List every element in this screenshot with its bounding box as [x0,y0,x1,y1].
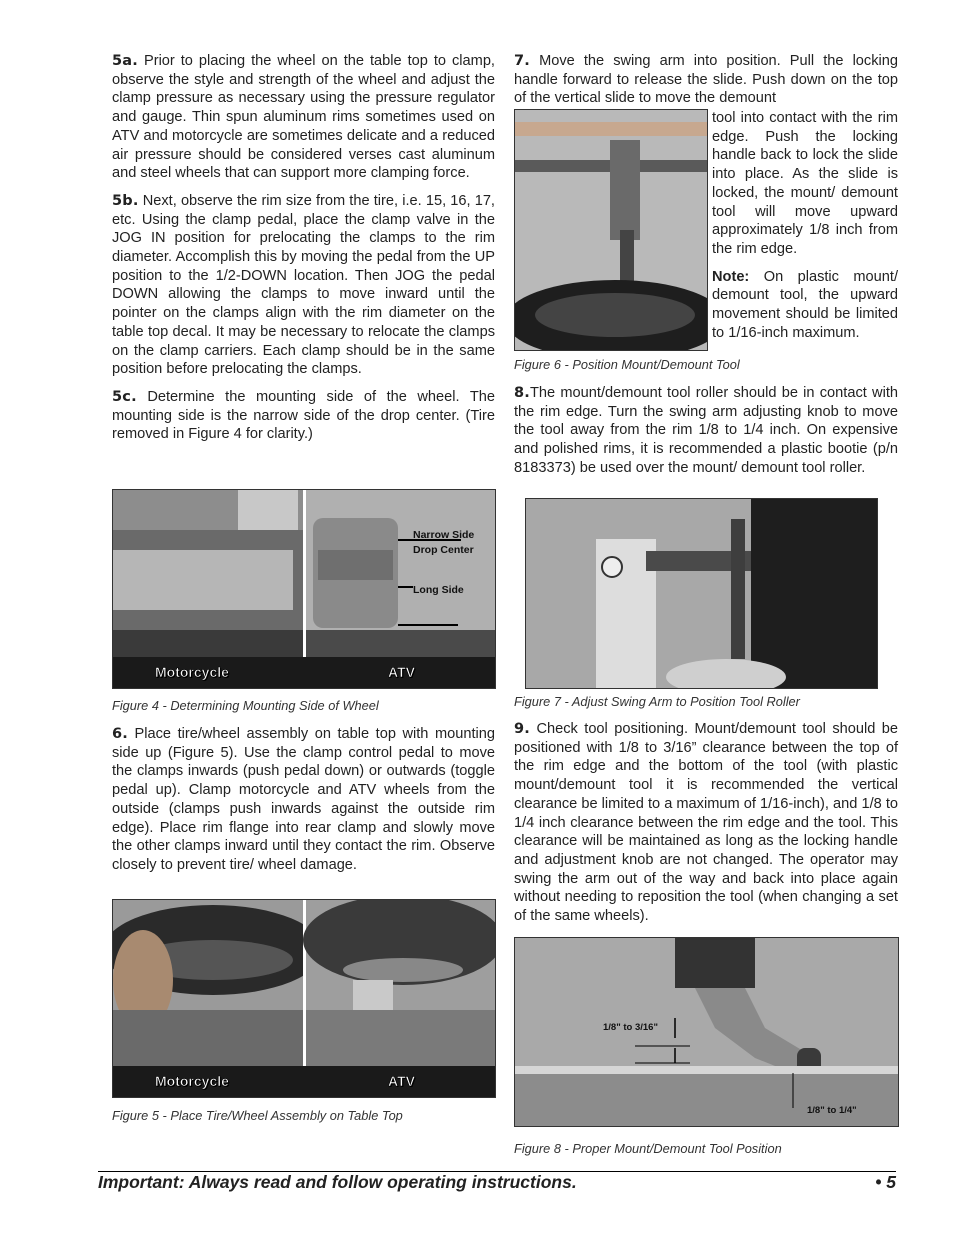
long-side-label: Long Side [413,584,464,596]
atv-label: ATV [388,664,415,680]
figure-8-illustration [515,938,898,1126]
step-number: 5c. [112,388,137,405]
figure-6-caption: Figure 6 - Position Mount/Demount Tool [514,357,740,372]
horizontal-clearance-label: 1/8" to 1/4" [807,1105,857,1116]
step-number: 7. [514,53,530,69]
paragraph-text: Next, observe the rim size from the tire, i.e. 15, 16, 17, etc. Using the clamp pedal, place the clamp valve in the JOG IN position for prelocating the clamps to the rim diameter. Accomplish this by moving the pedal from the UP position to the 1/2-DOWN location. Then JOG the pedal DOWN allowing the clamps to move inward until the pointer on the clamps align with the rim diameter on the table top decal. It may be necessary to relocate the clamps on the clamp carriers. Each clamp should be in the same position before prelocating the clamps. [112,192,495,378]
figure-8-photo [514,937,899,1127]
figure-5-photo [112,899,496,1098]
note-label: Note: [712,268,750,285]
left-column [112,52,495,453]
paragraph-9-block [514,720,898,935]
figure-label-bar [113,1066,495,1097]
figure-label-bar [113,657,495,688]
paragraph-9 [514,720,898,926]
paragraph-8 [514,384,898,478]
figure-7-caption: Figure 7 - Adjust Swing Arm to Position Tool Roller [514,694,800,709]
note-block [712,268,898,343]
motorcycle-label: Motorcycle [155,664,229,680]
paragraph-6-block [112,725,495,884]
figure-6-illustration [515,110,707,350]
footer-text: Important: Always read and follow operating instructions. [98,1172,577,1192]
vertical-clearance-label: 1/8" to 3/16" [603,1022,658,1033]
step-number: 8. [514,385,530,401]
atv-label: ATV [388,1073,415,1089]
step-number: 5b. [112,192,139,209]
paragraph-7-text: tool into contact with the rim edge. Push the locking handle back to lock the slide into place. As the slide is locked, the mount/ demount tool will move upward approximately 1/8 inch from the rim edge. [712,110,898,257]
step-number: 9. [514,721,530,737]
page-number: • 5 [875,1172,896,1192]
figure-8-caption: Figure 8 - Proper Mount/Demount Tool Position [514,1141,782,1156]
paragraph-text: Place tire/wheel assembly on table top with mounting side up (Figure 5). Use the clamp control pedal to move the clamps inwards (push pedal down) or outwards (toggle pedal up). Clamp motorcycle and ATV wheels from the outside (clamps push inwards against the outside rim edge). Place rim flange into rear clamp and slowly move the other clamps inward until they contact the rim. Observe closely to prevent tire/ wheel damage. [112,726,495,873]
narrow-side-label: Narrow Side [413,529,475,541]
paragraph-6 [112,725,495,875]
paragraph-7-block [514,52,898,108]
figure-6-photo [514,109,708,351]
note-text: On plastic mount/ demount tool, the upward movement should be limited to 1/16-inch maximum. [712,268,898,341]
paragraph-5b [112,192,495,379]
figure-4-photo [112,489,496,689]
footer [98,1172,896,1193]
figure-7-illustration [526,499,877,688]
step-number: 5a. [112,53,138,69]
paragraph-5a [112,52,495,183]
paragraph-8-block [514,384,898,487]
figure-5-caption: Figure 5 - Place Tire/Wheel Assembly on Table Top [112,1108,403,1123]
drop-center-label: Drop Center [413,544,474,556]
paragraph-text: Check tool positioning. Mount/demount tool should be positioned with 1/8 to 3/16” clearance between the top of the rim edge and the bottom of the tool (with plastic mount/demount tool it is recommended the vertical clearance be limited to a maximum of 1/16-inch), and 1/8 to 1/4 inch clearance between the rim edge and the tool. This clearance will be maintained as long as the locking handle and adjustment knob are not changed. The operator may swing the arm out of the way and back into place again without needing to reposition the tool (when changing a set of the same wheels). [514,721,898,925]
paragraph-text: Prior to placing the wheel on the table top to clamp, observe the style and strength of the wheel and adjust the clamp pressure as necessary using the pressure regulator and gauge. Thin spun aluminum rims sometimes used on ATV and motorcycle are sometimes delicate and a reduced air pressure should be considered verses cast aluminum and steel wheels that can support more clamping force. [112,53,495,182]
paragraph-text: The mount/demount tool roller should be in contact with the rim edge. Turn the swing arm adjusting knob to move the tool away from the rim 1/8 to 1/4 inch. On expensive and polished rims, it is recommended a plastic bootie (p/n 8183373) be used over the mount/ demount tool roller. [514,385,898,476]
step-number: 6. [112,726,128,742]
paragraph-7-continued [712,109,898,351]
paragraph-text: Move the swing arm into position. Pull the locking handle forward to release the slide. Push down on the top of the vertical slide to move the demount [514,53,898,107]
paragraph-text: Determine the mounting side of the wheel. The mounting side is the narrow side of the drop center. (Tire removed in Figure 4 for clarity.) [112,388,495,443]
figure-7-photo [525,498,878,689]
paragraph-5c [112,388,495,444]
figure-4-caption: Figure 4 - Determining Mounting Side of Wheel [112,698,379,713]
paragraph-7 [514,52,898,108]
motorcycle-label: Motorcycle [155,1073,229,1089]
